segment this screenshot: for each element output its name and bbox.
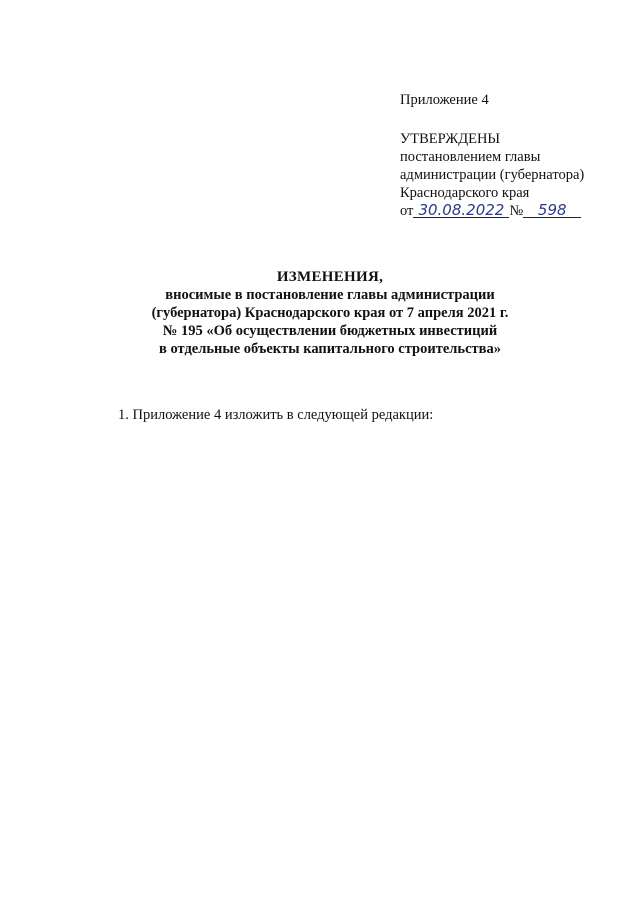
title-line-4: в отдельные объекты капитального строительства» (159, 341, 501, 357)
title-line-1: вносимые в постановление главы администрации (165, 287, 495, 303)
body-paragraph-1: 1. Приложение 4 изложить в следующей редакции: (118, 407, 434, 423)
number-sign: № (509, 203, 524, 219)
appendix-label: Приложение 4 (400, 92, 489, 108)
title-line-2: (губернатора) Краснодарского края от 7 апреля 2021 г. (151, 305, 509, 321)
from-label: от (400, 203, 414, 219)
approval-line-2: администрации (губернатора) (400, 167, 585, 183)
approval-date-line (400, 202, 620, 222)
title-line-3: № 195 «Об осуществлении бюджетных инвестиций (162, 323, 498, 339)
approval-line-1: постановлением главы (400, 149, 541, 165)
handwritten-date: 30.08.2022 (413, 203, 509, 218)
approval-stamp-block (400, 91, 620, 222)
handwritten-number: 598 (523, 203, 581, 218)
title-heading: ИЗМЕНЕНИЯ, (276, 269, 384, 285)
document-title (100, 268, 560, 358)
approval-line-3: Краснодарского края (400, 185, 530, 201)
approved-label: УТВЕРЖДЕНЫ (400, 131, 501, 147)
